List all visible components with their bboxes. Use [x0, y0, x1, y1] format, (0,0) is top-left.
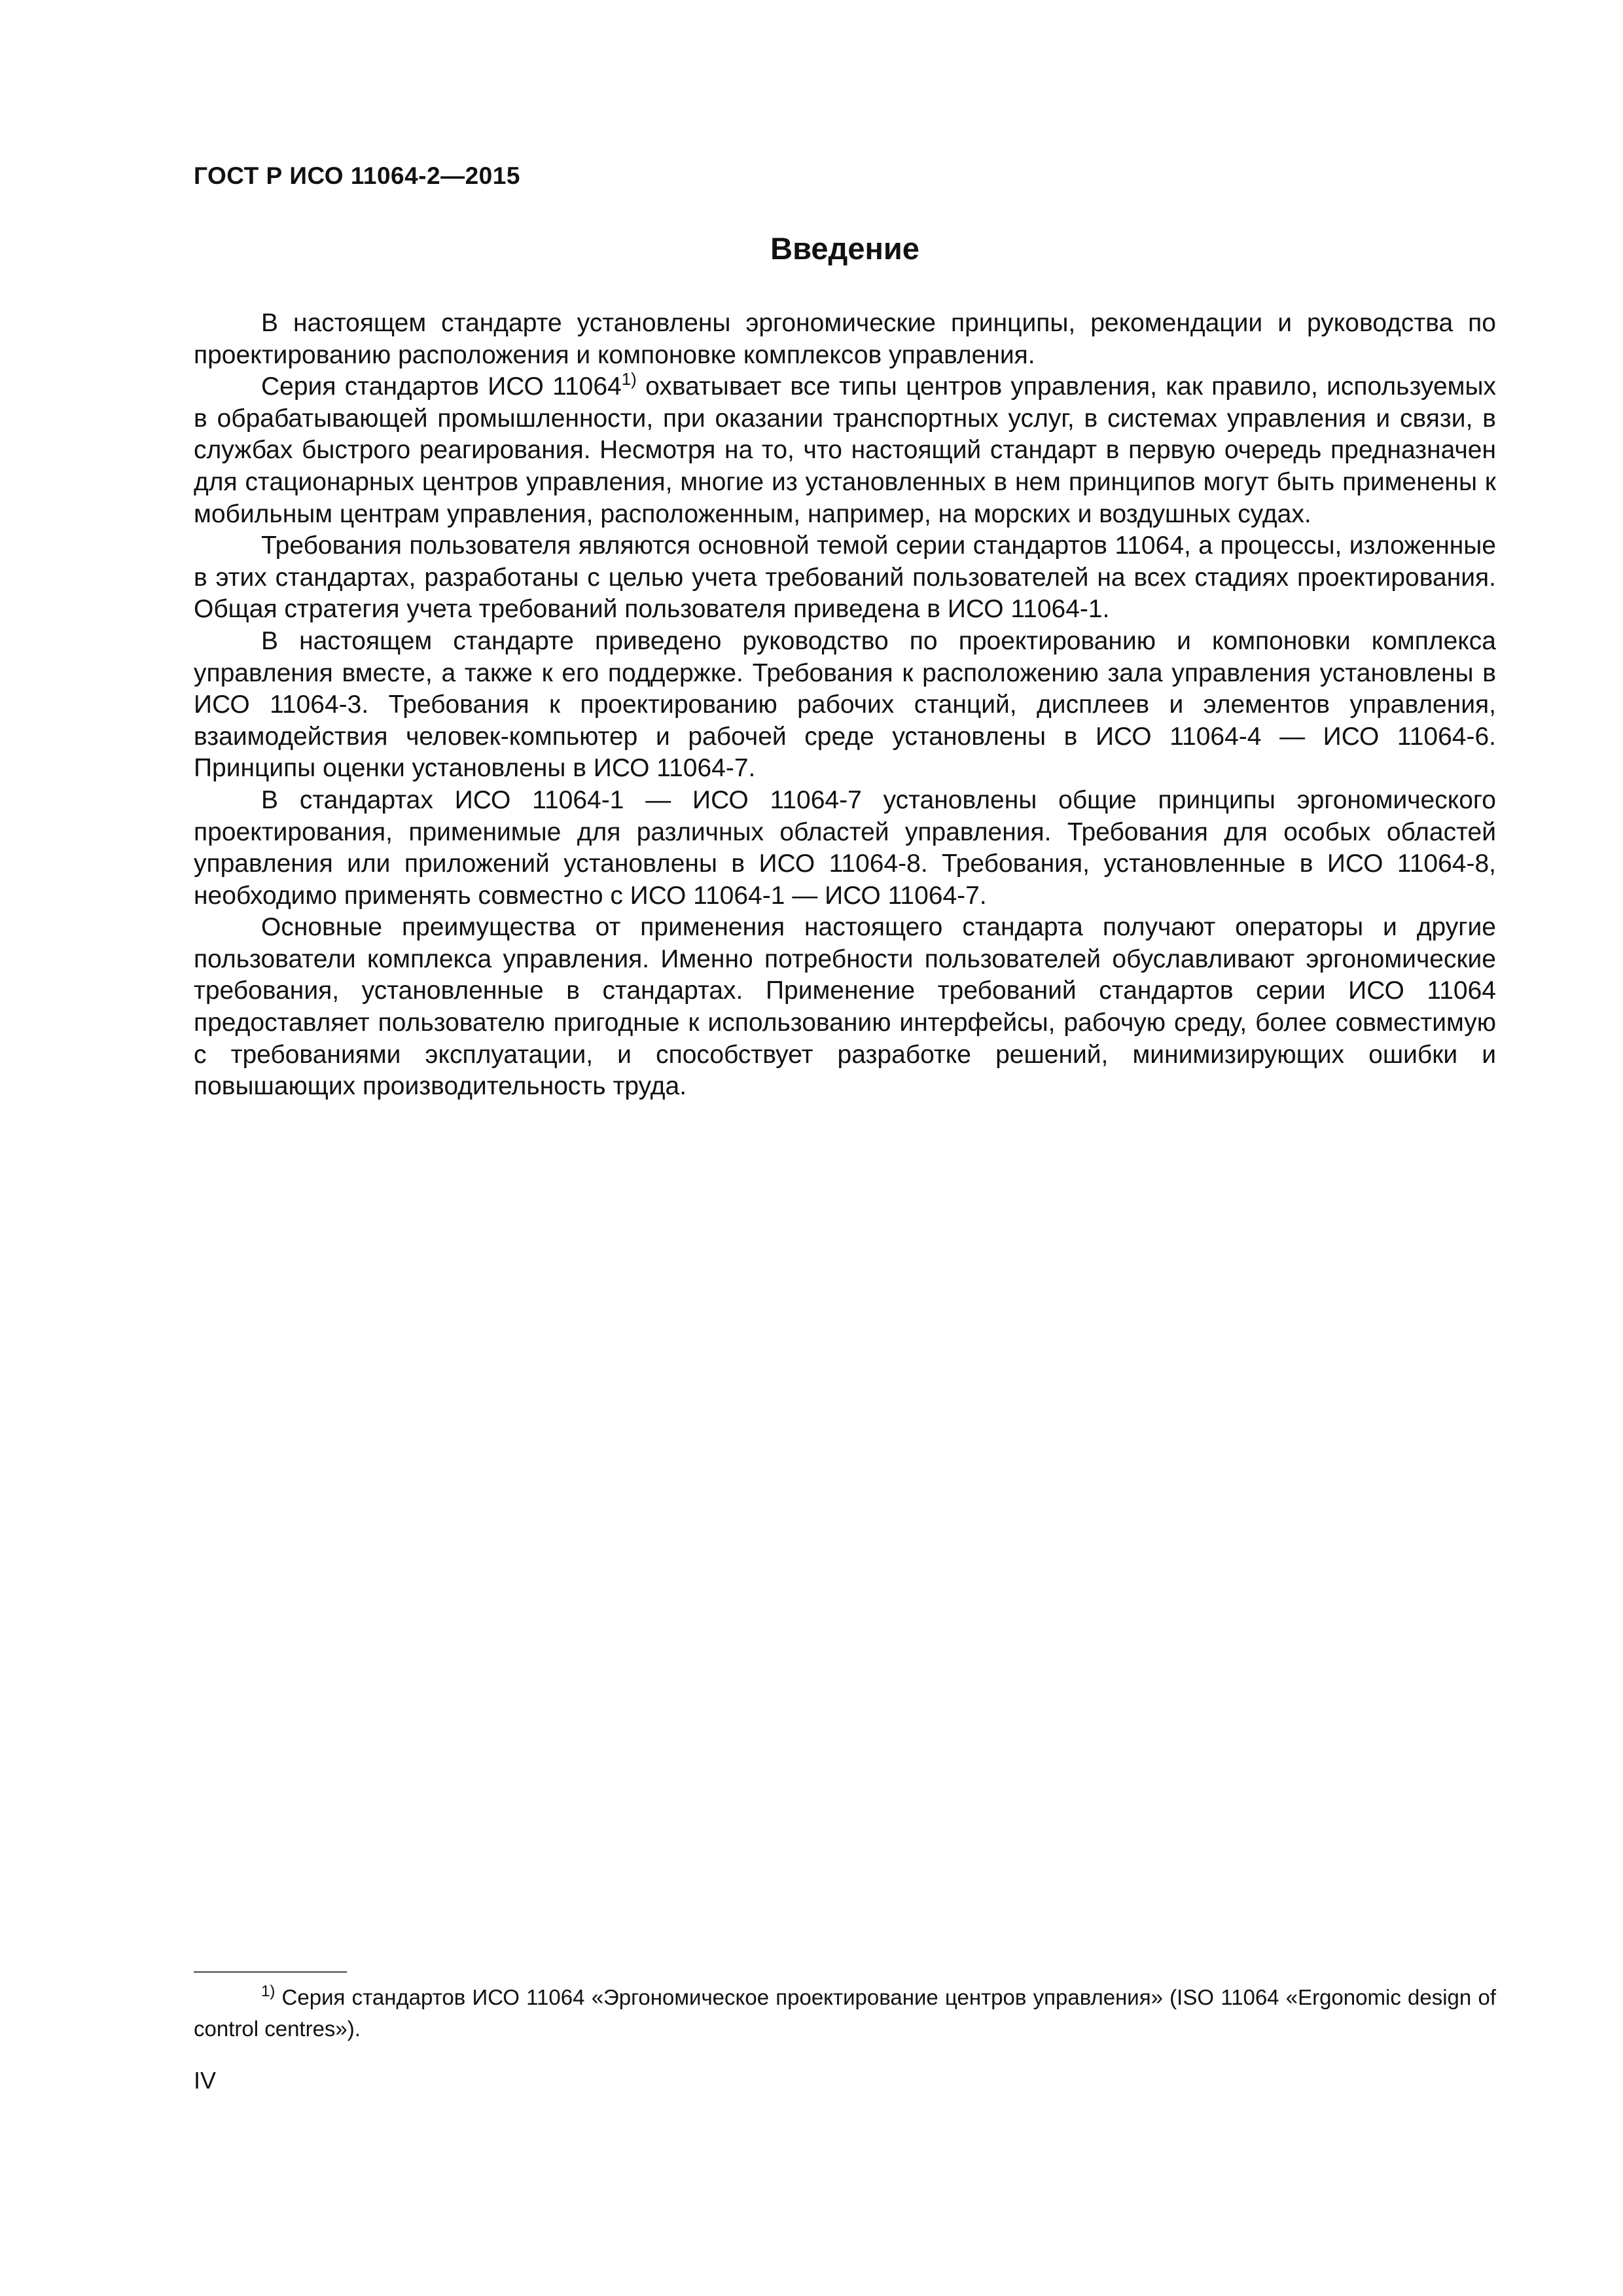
paragraph-5: В стандартах ИСО 11064-1 — ИСО 11064-7 установлены общие принципы эргономического проектирования, применимые для различных областей управления. Требования для особых областей управления или приложений установлены в ИСО 11064-8. Требования, установленные в ИСО 11064-8, необходимо применять совместно с ИСО 11064-1 — ИСО 11064-7.	[194, 785, 1496, 910]
footnote	[194, 1982, 1496, 2045]
paragraph-2-rest: охватывает все типы центров управления, как правило, используемых в обрабатывающей промышленности, при оказании транспортных услуг, в системах управления и связи, в службах быстрого реагирования. Несмотря на то, что настоящий стандарт в первую очередь предназначен для стационарных центров управления, многие из установленных в нем принципов могут быть применены к мобильным центрам управления, расположенным, например, на морских и воздушных судах.	[194, 372, 1496, 528]
footnote-reference: 1)	[621, 369, 637, 389]
document-code-header: ГОСТ Р ИСО 11064-2—2015	[194, 162, 520, 189]
paragraph-2-start: Серия стандартов ИСО 11064	[261, 372, 622, 401]
paragraph-3: Требования пользователя являются основной темой серии стандартов 11064, а процессы, изложенные в этих стандартах, разработаны с целью учета требований пользователей на всех стадиях проектирования. Общая стратегия учета требований пользователя приведена в ИСО 11064-1.	[194, 531, 1496, 624]
paragraph-2	[194, 371, 1496, 530]
footnote-text: Серия стандартов ИСО 11064 «Эргономическое проектирование центров управления» (ISO 11064 «Ergonomic design of control centres»).	[194, 1985, 1496, 2041]
paragraph-1: В настоящем стандарте установлены эргономические принципы, рекомендации и руководства по проектированию расположения и компоновке комплексов управления.	[194, 309, 1496, 369]
page-number: IV	[194, 2067, 217, 2094]
introduction-body	[194, 308, 1496, 1103]
section-title: Введение	[770, 231, 919, 266]
paragraph-6: Основные преимущества от применения настоящего стандарта получают операторы и другие пользователи комплекса управления. Именно потребности пользователей обуславливают эргономические требования, установленные в стандартах. Применение требований стандартов серии ИСО 11064 предоставляет пользователю пригодные к использованию интерфейсы, рабочую среду, более совместимую с требованиями эксплуатации, и способствует разработке решений, минимизирующих ошибки и повышающих производительность труда.	[194, 913, 1496, 1101]
footnote-marker: 1)	[261, 1982, 276, 2000]
paragraph-4: В настоящем стандарте приведено руководство по проектированию и компоновки комплекса управления вместе, а также к его поддержке. Требования к расположению зала управления установлены в ИСО 11064-3. Требования к проектированию рабочих станций, дисплеев и элементов управления, взаимодействия человек-компьютер и рабочей среде установлены в ИСО 11064-4 — ИСО 11064-6. Принципы оценки установлены в ИСО 11064-7.	[194, 626, 1496, 783]
footnote-divider	[194, 1971, 347, 1973]
